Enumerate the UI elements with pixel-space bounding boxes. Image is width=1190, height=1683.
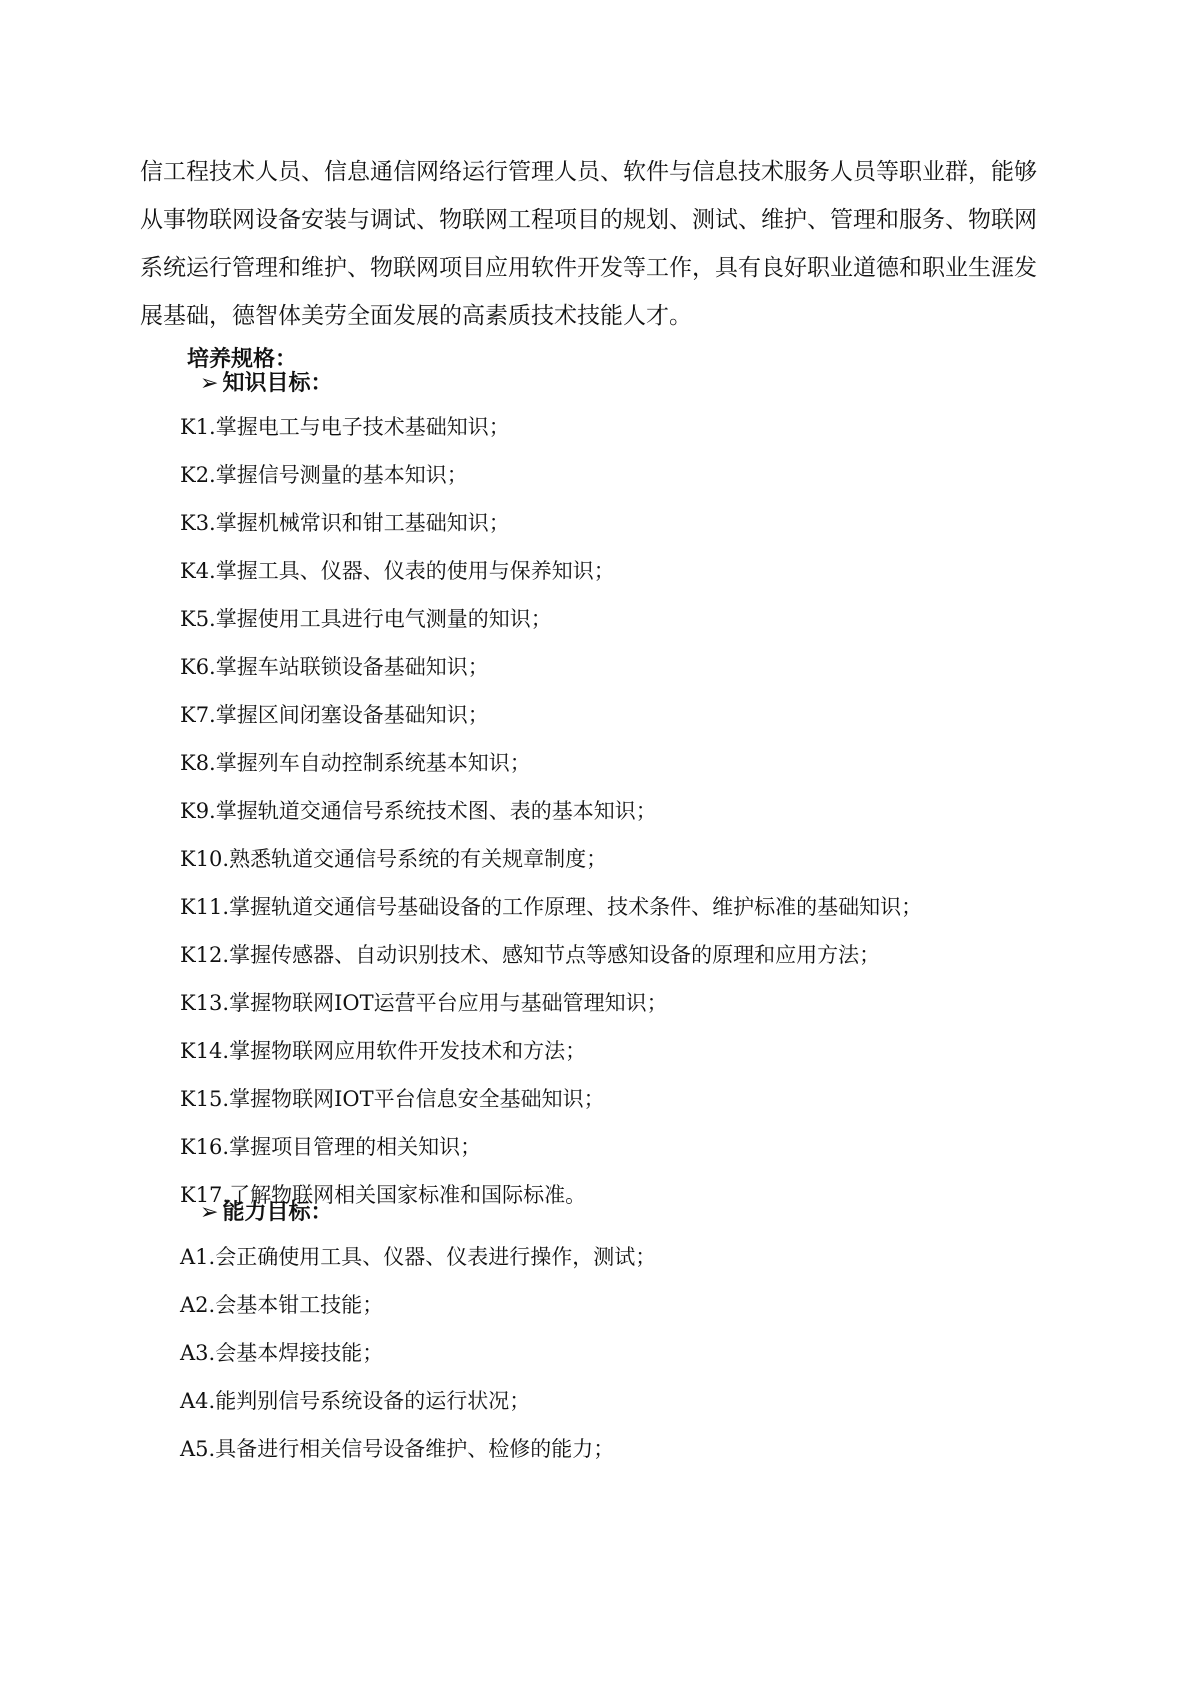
list-item: A1.会正确使用工具、仪器、仪表进行操作，测试； <box>180 1245 657 1269</box>
intro-line: 信工程技术人员、信息通信网络运行管理人员、软件与信息技术服务人员等职业群，能够 <box>140 159 1037 185</box>
list-item: K12.掌握传感器、自动识别技术、感知节点等感知设备的原理和应用方法； <box>180 943 881 967</box>
list-item: K3.掌握机械常识和钳工基础知识； <box>180 511 510 535</box>
section-heading: 培养规格： <box>187 347 298 372</box>
intro-paragraph <box>140 148 1080 340</box>
list-item: K5.掌握使用工具进行电气测量的知识； <box>180 607 552 631</box>
list-item: K1.掌握电工与电子技术基础知识； <box>180 415 510 439</box>
list-item: A4.能判别信号系统设备的运行状况； <box>180 1389 531 1413</box>
ability-title: 能力目标： <box>222 1200 333 1225</box>
list-item: K7.掌握区间闭塞设备基础知识； <box>180 703 489 727</box>
list-item: K8.掌握列车自动控制系统基本知识； <box>180 751 531 775</box>
intro-line: 从事物联网设备安装与调试、物联网工程项目的规划、测试、维护、管理和服务、物联网 <box>140 207 1037 233</box>
ability-heading <box>200 1196 332 1230</box>
list-item: K16.掌握项目管理的相关知识； <box>180 1135 482 1159</box>
arrow-bullet-icon: ➢ <box>200 1200 219 1225</box>
list-item: K14.掌握物联网应用软件开发技术和方法； <box>180 1039 587 1063</box>
arrow-bullet-icon: ➢ <box>200 371 219 396</box>
intro-line: 系统运行管理和维护、物联网项目应用软件开发等工作，具有良好职业道德和职业生涯发 <box>140 255 1037 281</box>
list-item: K15.掌握物联网IOT平台信息安全基础知识； <box>180 1087 605 1111</box>
list-item: K17.了解物联网相关国家标准和国际标准。 <box>180 1183 587 1207</box>
ability-list <box>180 1240 656 1480</box>
knowledge-heading <box>200 367 332 401</box>
list-item: K10.熟悉轨道交通信号系统的有关规章制度； <box>180 847 608 871</box>
list-item: A3.会基本焊接技能； <box>180 1341 384 1365</box>
list-item: K4.掌握工具、仪器、仪表的使用与保养知识； <box>180 559 615 583</box>
list-item: K11.掌握轨道交通信号基础设备的工作原理、技术条件、维护标准的基础知识； <box>180 895 923 919</box>
list-item: K13.掌握物联网IOT运营平台应用与基础管理知识； <box>180 991 668 1015</box>
knowledge-list <box>180 410 922 1226</box>
intro-line: 展基础，德智体美劳全面发展的高素质技术技能人才。 <box>140 303 692 329</box>
list-item: A5.具备进行相关信号设备维护、检修的能力； <box>180 1437 615 1461</box>
list-item: A2.会基本钳工技能； <box>180 1293 384 1317</box>
knowledge-title: 知识目标： <box>222 371 333 396</box>
list-item: K2.掌握信号测量的基本知识； <box>180 463 468 487</box>
list-item: K9.掌握轨道交通信号系统技术图、表的基本知识； <box>180 799 657 823</box>
list-item: K6.掌握车站联锁设备基础知识； <box>180 655 489 679</box>
